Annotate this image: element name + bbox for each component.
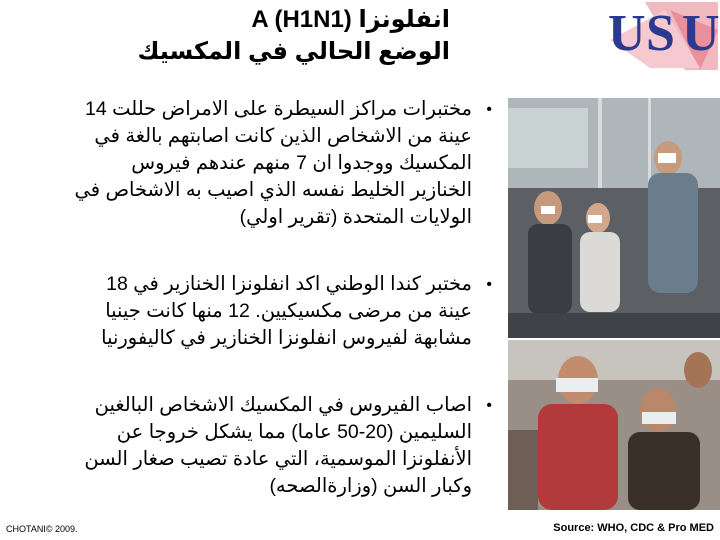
bullet-item-affected-adults <box>40 392 500 500</box>
bullet-3-line-3: الأنفلونزا الموسمية، التي عادة تصيب صغار السن <box>84 448 472 470</box>
slide-title <box>30 4 450 68</box>
title-line-1: انفلونزا A (H1N1) <box>251 6 450 33</box>
bullet-marker: • <box>486 276 492 293</box>
bullet-list <box>40 96 500 540</box>
logo-letter-u2: U <box>682 5 720 62</box>
copyright-credit: CHOTANI© 2009. <box>6 524 78 534</box>
bullet-3-line-2: السليمين (20-50 عاما) مما يشكل خروجا عن <box>116 421 472 443</box>
bullet-3-line-1: اصاب الفيروس في المكسيك الاشخاص البالغين <box>94 394 472 416</box>
bullet-3-line-4: وكبار السن (وزارةالصحه) <box>269 475 472 497</box>
bullet-1-line-5: الولايات المتحدة (تقرير اولي) <box>239 206 472 228</box>
bullet-item-canada-lab <box>40 271 500 352</box>
title-line-2: الوضع الحالي في المكسيك <box>137 38 450 65</box>
university-logo <box>590 0 720 72</box>
subway-passengers-photo <box>508 98 720 338</box>
bullet-marker: • <box>486 397 492 414</box>
logo-letter-u1: U <box>608 5 646 62</box>
bullet-item-cdc <box>40 96 500 231</box>
bullet-1-line-3: المكسيك ووجدوا ان 7 منهم عندهم فيروس <box>131 152 472 174</box>
bullet-1-line-4: الخنازير الخليط نفسه الذي اصيب به الاشخاص في <box>74 179 472 201</box>
logo-letter-s: S <box>646 5 675 62</box>
source-credit: Source: WHO, CDC & Pro MED <box>553 522 714 534</box>
bullet-2-line-1: مختبر كندا الوطني اكد انفلونزا الخنازير في 18 <box>106 273 472 295</box>
bullet-1-line-1: مختبرات مراكز السيطرة على الامراض حللت 14 <box>84 98 472 120</box>
masked-crowd-photo <box>508 340 720 510</box>
bullet-1-line-2: عينة من الاشخاص الذين كانت اصابتهم بالغة في <box>94 125 472 147</box>
bullet-2-line-2: عينة من مرضى مكسيكيين. 12 منها كانت جينيا <box>105 300 472 322</box>
bullet-marker: • <box>486 101 492 118</box>
bullet-2-line-3: مشابهة لفيروس انفلونزا الخنازير في كاليفورنيا <box>101 327 472 349</box>
